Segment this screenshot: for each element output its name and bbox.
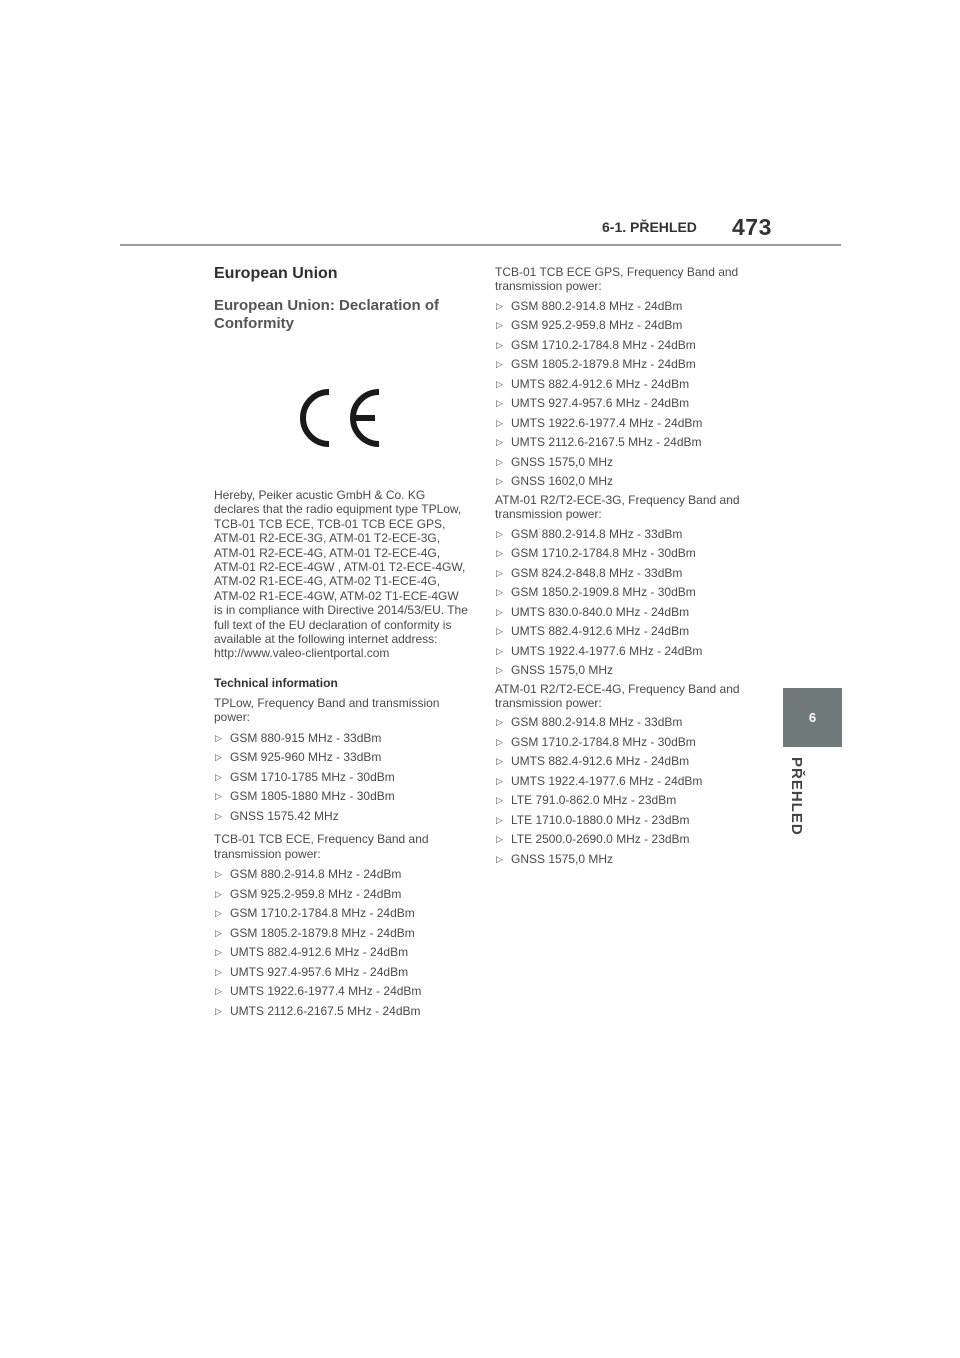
list-item-text: GSM 824.2-848.8 MHz - 33dBm	[511, 565, 683, 580]
bullet-triangle-icon: ▷	[496, 587, 503, 598]
bullet-triangle-icon: ▷	[496, 417, 503, 428]
list-item-text: UMTS 882.4-912.6 MHz - 24dBm	[511, 754, 690, 769]
list-item-text: UMTS 1922.6-1977.4 MHz - 24dBm	[230, 984, 422, 998]
frequency-list	[495, 297, 749, 492]
list-item	[495, 375, 749, 395]
bullet-triangle-icon: ▷	[215, 791, 222, 802]
right-frequency-groups	[495, 265, 749, 869]
list-item-text: UMTS 1922.4-1977.6 MHz - 24dBm	[511, 643, 703, 658]
chapter-tab	[783, 688, 842, 747]
list-item-text: GSM 1710.2-1784.8 MHz - 30dBm	[511, 734, 696, 749]
bullet-triangle-icon: ▷	[496, 320, 503, 331]
list-item-text: GNSS 1602,0 MHz	[511, 474, 614, 489]
list-item	[495, 525, 749, 545]
chapter-number: 6	[808, 710, 817, 725]
bullet-triangle-icon: ▷	[496, 736, 503, 747]
list-item	[495, 453, 749, 473]
list-item	[495, 603, 749, 623]
bullet-triangle-icon: ▷	[215, 771, 222, 782]
list-item-text: GSM 880.2-914.8 MHz - 24dBm	[511, 298, 683, 313]
bullet-triangle-icon: ▷	[496, 378, 503, 389]
list-item-text: UMTS 830.0-840.0 MHz - 24dBm	[511, 604, 690, 619]
left-frequency-groups	[214, 696, 468, 1021]
list-item	[495, 642, 749, 662]
frequency-group-intro: TPLow, Frequency Band and transmission power:	[214, 695, 440, 725]
list-item	[214, 885, 468, 905]
bullet-triangle-icon: ▷	[496, 528, 503, 539]
bullet-triangle-icon: ▷	[496, 645, 503, 656]
list-item-text: GSM 880.2-914.8 MHz - 33dBm	[511, 526, 683, 541]
frequency-list	[495, 525, 749, 681]
section-subheading: European Union: Declaration of Conformity	[214, 297, 440, 332]
list-item-text: GSM 925.2-959.8 MHz - 24dBm	[230, 886, 402, 901]
list-item-text: GNSS 1575,0 MHz	[511, 851, 614, 866]
list-item	[495, 544, 749, 564]
list-item	[214, 924, 468, 944]
bullet-triangle-icon: ▷	[496, 795, 503, 806]
bullet-triangle-icon: ▷	[215, 810, 222, 821]
bullet-triangle-icon: ▷	[215, 927, 222, 938]
bullet-triangle-icon: ▷	[215, 1005, 222, 1016]
list-item	[495, 811, 749, 831]
list-item-text: UMTS 927.4-957.6 MHz - 24dBm	[511, 396, 690, 411]
list-item	[495, 433, 749, 453]
bullet-triangle-icon: ▷	[496, 398, 503, 409]
list-item	[214, 729, 468, 749]
list-item	[495, 733, 749, 753]
list-item-text: UMTS 882.4-912.6 MHz - 24dBm	[230, 945, 409, 959]
bullet-triangle-icon: ▷	[215, 752, 222, 763]
list-item-text: UMTS 2112.6-2167.5 MHz - 24dBm	[511, 435, 702, 450]
list-item-text: GSM 1710.2-1784.8 MHz - 24dBm	[230, 906, 415, 920]
list-item	[214, 963, 468, 983]
list-item-text: GSM 1710-1785 MHz - 30dBm	[230, 769, 395, 784]
bullet-triangle-icon: ▷	[496, 834, 503, 845]
bullet-triangle-icon: ▷	[496, 756, 503, 767]
bullet-triangle-icon: ▷	[496, 456, 503, 467]
list-item-text: UMTS 927.4-957.6 MHz - 24dBm	[230, 964, 409, 979]
list-item	[495, 791, 749, 811]
frequency-list	[214, 865, 468, 1021]
frequency-list	[495, 713, 749, 869]
list-item-text: LTE 2500.0-2690.0 MHz - 23dBm	[511, 832, 690, 847]
section-title: 6-1. PŘEHLED	[602, 219, 697, 235]
list-item-text: GSM 1805.2-1879.8 MHz - 24dBm	[230, 925, 415, 940]
list-item-text: LTE 1710.0-1880.0 MHz - 23dBm	[511, 812, 690, 827]
bullet-triangle-icon: ▷	[496, 814, 503, 825]
list-item	[214, 943, 468, 963]
frequency-group-intro: TCB-01 TCB ECE GPS, Frequency Band and transmission power:	[495, 265, 739, 294]
list-item	[214, 768, 468, 788]
bullet-triangle-icon: ▷	[215, 986, 222, 996]
bullet-triangle-icon: ▷	[496, 626, 503, 637]
list-item	[214, 787, 468, 807]
list-item	[495, 752, 749, 772]
list-item-text: UMTS 882.4-912.6 MHz - 24dBm	[511, 624, 690, 639]
list-item-text: LTE 791.0-862.0 MHz - 23dBm	[511, 793, 677, 808]
technical-info-heading: Technical information	[214, 675, 338, 690]
bullet-triangle-icon: ▷	[496, 476, 503, 487]
bullet-triangle-icon: ▷	[215, 869, 222, 879]
bullet-triangle-icon: ▷	[215, 947, 222, 957]
list-item-text: GSM 880.2-914.8 MHz - 24dBm	[230, 867, 402, 881]
bullet-triangle-icon: ▷	[215, 732, 222, 743]
list-item	[495, 661, 749, 681]
list-item-text: GSM 925-960 MHz - 33dBm	[230, 750, 382, 765]
list-item	[495, 583, 749, 603]
frequency-group-intro: TCB-01 TCB ECE, Frequency Band and transmission power:	[214, 832, 429, 861]
list-item	[495, 830, 749, 850]
list-item	[495, 713, 749, 733]
page-number: 473	[732, 214, 772, 240]
list-item	[214, 1002, 468, 1022]
bullet-triangle-icon: ▷	[496, 775, 503, 786]
list-item-text: GSM 1805-1880 MHz - 30dBm	[230, 789, 395, 804]
header-divider	[120, 244, 841, 246]
list-item-text: GNSS 1575,0 MHz	[511, 663, 614, 678]
bullet-triangle-icon: ▷	[496, 606, 503, 617]
bullet-triangle-icon: ▷	[496, 548, 503, 559]
list-item	[495, 622, 749, 642]
bullet-triangle-icon: ▷	[496, 853, 503, 864]
list-item-text: UMTS 1922.6-1977.4 MHz - 24dBm	[511, 415, 703, 430]
bullet-triangle-icon: ▷	[215, 908, 222, 918]
list-item-text: GSM 1805.2-1879.8 MHz - 24dBm	[511, 357, 696, 372]
list-item-text: GNSS 1575,0 MHz	[511, 454, 614, 469]
bullet-triangle-icon: ▷	[496, 567, 503, 578]
ce-mark-icon	[295, 387, 383, 449]
bullet-triangle-icon: ▷	[496, 300, 503, 311]
right-column	[495, 265, 749, 869]
list-item-text: UMTS 1922.4-1977.6 MHz - 24dBm	[511, 773, 703, 788]
list-item	[495, 472, 749, 492]
list-item	[495, 564, 749, 584]
list-item	[495, 336, 749, 356]
bullet-triangle-icon: ▷	[496, 339, 503, 350]
frequency-group-intro: ATM-01 R2/T2-ECE-4G, Frequency Band and transmission power:	[495, 681, 740, 711]
list-item	[214, 807, 468, 827]
list-item	[495, 355, 749, 375]
section-heading: European Union	[214, 265, 338, 282]
bullet-triangle-icon: ▷	[215, 966, 222, 977]
bullet-triangle-icon: ▷	[215, 888, 222, 899]
list-item	[495, 850, 749, 870]
bullet-triangle-icon: ▷	[496, 437, 503, 448]
list-item	[495, 772, 749, 792]
list-item-text: UMTS 882.4-912.6 MHz - 24dBm	[511, 376, 690, 391]
frequency-list	[214, 729, 468, 827]
list-item-text: UMTS 2112.6-2167.5 MHz - 24dBm	[230, 1003, 421, 1018]
list-item	[214, 865, 468, 885]
chapter-label: PŘEHLED	[788, 757, 805, 836]
list-item	[495, 414, 749, 434]
list-item	[495, 316, 749, 336]
bullet-triangle-icon: ▷	[496, 665, 503, 676]
list-item	[214, 982, 468, 1002]
list-item-text: GSM 880-915 MHz - 33dBm	[230, 730, 382, 745]
list-item	[214, 748, 468, 768]
list-item-text: GSM 1710.2-1784.8 MHz - 24dBm	[511, 337, 696, 352]
list-item	[214, 904, 468, 924]
list-item-text: GSM 925.2-959.8 MHz - 24dBm	[511, 318, 683, 333]
list-item	[495, 394, 749, 414]
bullet-triangle-icon: ▷	[496, 717, 503, 728]
list-item-text: GSM 880.2-914.8 MHz - 33dBm	[511, 715, 683, 730]
bullet-triangle-icon: ▷	[496, 359, 503, 370]
list-item-text: GSM 1710.2-1784.8 MHz - 30dBm	[511, 546, 696, 561]
list-item	[495, 297, 749, 317]
frequency-group-intro: ATM-01 R2/T2-ECE-3G, Frequency Band and transmission power:	[495, 492, 740, 522]
list-item-text: GNSS 1575.42 MHz	[230, 808, 339, 823]
declaration-text: Hereby, Peiker acustic GmbH & Co. KG declares that the radio equipment type TPLow, TCB-01 TCB ECE, TCB-01 TCB ECE GPS, ATM-01 R2-ECE-3G, ATM-01 T2-ECE-3G, ATM-01 R2-ECE-4G, ATM-01 T2-ECE-4G, ATM-01 R2-ECE-4GW , ATM-01 T2-ECE-4GW, ATM-02 R1-ECE-4G, ATM-02 T1-ECE-4G, ATM-02 R1-ECE-4GW, ATM-02 T1-ECE-4GW is in compliance with Directive 2014/53/EU. The full text of the EU declaration of conformity is available at the following internet address: http://www.valeo-clientportal.com	[214, 488, 468, 661]
left-column	[214, 264, 468, 1021]
list-item-text: GSM 1850.2-1909.8 MHz - 30dBm	[511, 585, 696, 600]
